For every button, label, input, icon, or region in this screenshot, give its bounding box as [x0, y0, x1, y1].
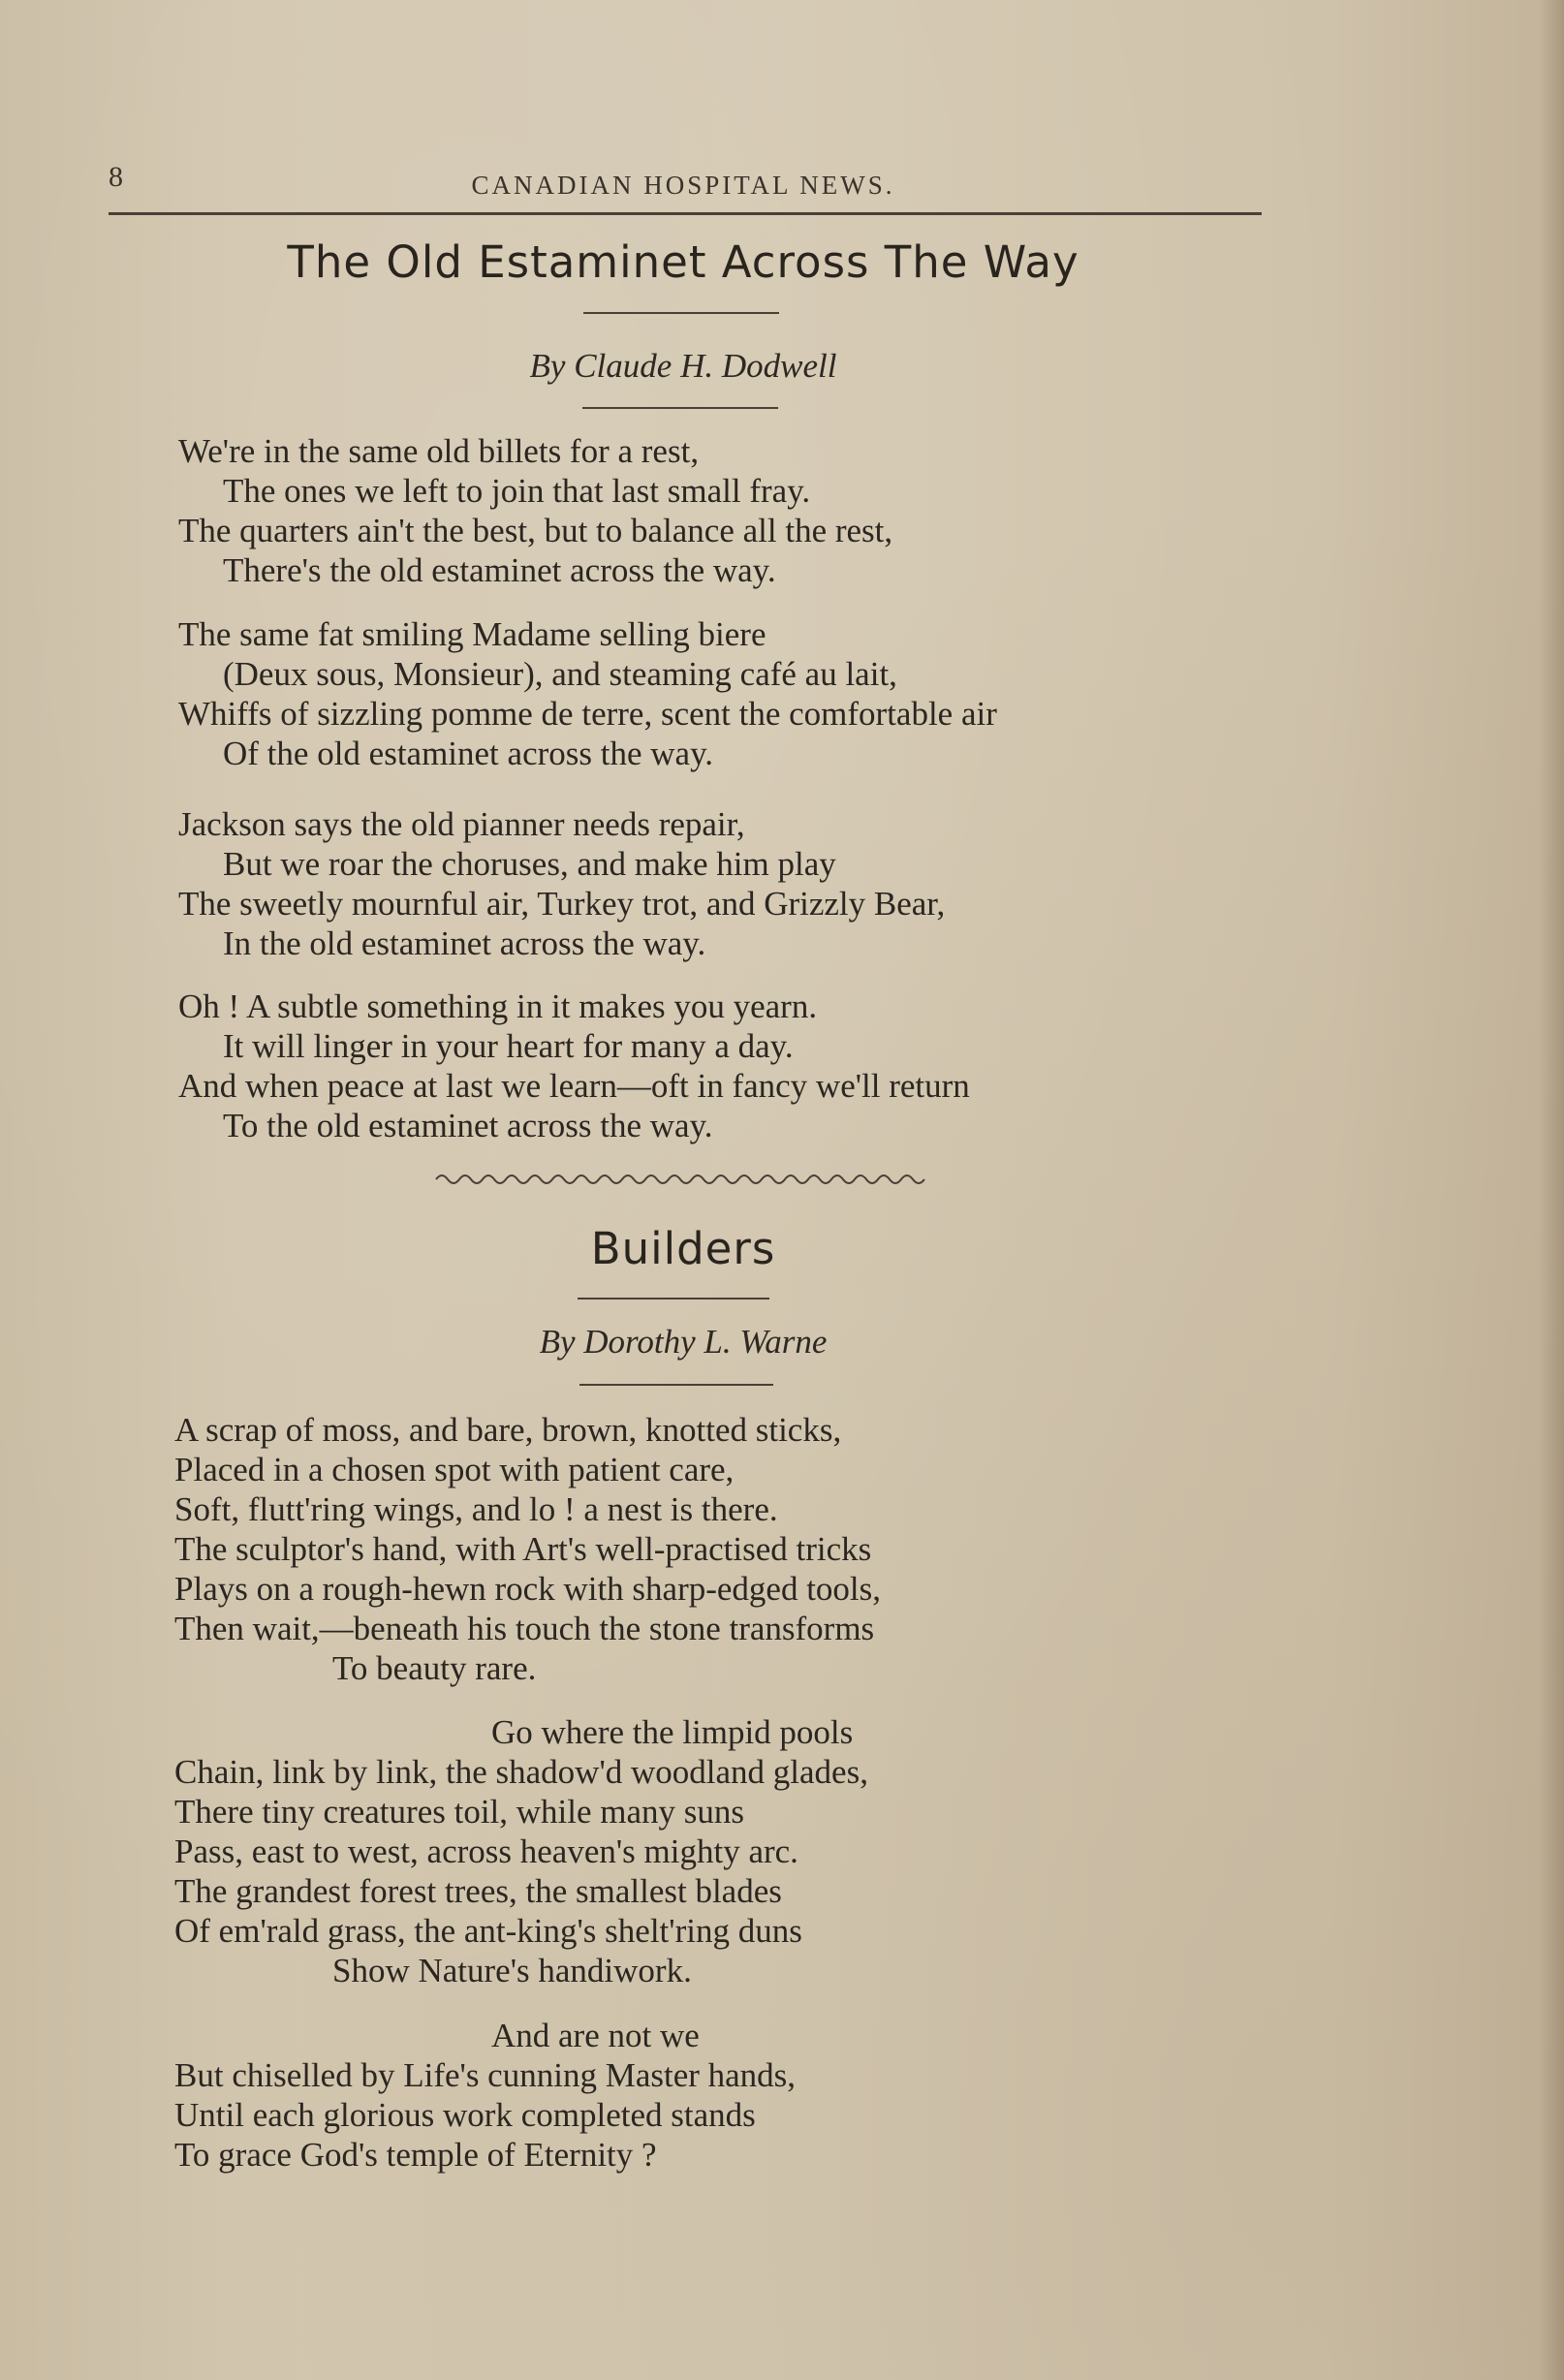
- poem-line: Placed in a chosen spot with patient care,: [174, 1451, 735, 1488]
- poem-line: The ones we left to join that last small fray.: [223, 472, 811, 510]
- poem-line: Soft, flutt'ring wings, and lo ! a nest is there.: [174, 1490, 778, 1528]
- poem-line: Jackson says the old pianner needs repair,: [178, 805, 745, 843]
- stanza: [178, 614, 997, 773]
- header-rule: [109, 212, 1262, 215]
- poem-line: (Deux sous, Monsieur), and steaming café au lait,: [223, 655, 897, 693]
- poem-line: The same fat smiling Madame selling biere: [178, 615, 766, 653]
- poem-line: To grace God's temple of Eternity ?: [174, 2136, 657, 2174]
- poem-line: The quarters ain't the best, but to balance all the rest,: [178, 512, 893, 549]
- poem-line: We're in the same old billets for a rest,: [178, 432, 700, 470]
- poem-line: Go where the limpid pools: [491, 1713, 854, 1751]
- poem-line: To the old estaminet across the way.: [223, 1107, 713, 1144]
- poem-line: The sweetly mournful air, Turkey trot, and Grizzly Bear,: [178, 885, 946, 923]
- poem-line: But we roar the choruses, and make him play: [223, 845, 836, 883]
- poem-line: Until each glorious work completed stands: [174, 2096, 756, 2134]
- poem-line: Of the old estaminet across the way.: [223, 735, 714, 772]
- ornamental-divider: [434, 1168, 928, 1191]
- title-rule: [578, 1298, 769, 1300]
- poem-line: The sculptor's hand, with Art's well-practised tricks: [174, 1530, 872, 1568]
- poem-line: Of em'rald grass, the ant-king's shelt'ring duns: [174, 1912, 802, 1950]
- poem-line: The grandest forest trees, the smallest blades: [174, 1872, 782, 1910]
- poem-line: Plays on a rough-hewn rock with sharp-edged tools,: [174, 1570, 882, 1608]
- page-number: 8: [109, 161, 123, 193]
- poem-line: Chain, link by link, the shadow'd woodland glades,: [174, 1753, 868, 1791]
- poem-title: The Old Estaminet Across The Way: [287, 236, 1079, 288]
- poem-line: There tiny creatures toil, while many suns: [174, 1793, 745, 1831]
- poem-line: And are not we: [491, 2017, 700, 2054]
- poem-line: Show Nature's handiwork.: [332, 1952, 692, 1989]
- poem-line: To beauty rare.: [332, 1649, 537, 1687]
- poem-byline: By Claude H. Dodwell: [529, 347, 837, 385]
- poem-line: Pass, east to west, across heaven's mighty arc.: [174, 1832, 798, 1870]
- stanza: [174, 2016, 796, 2175]
- poem-line: Then wait,—beneath his touch the stone transforms: [174, 1610, 875, 1647]
- poem-line: It will linger in your heart for many a day.: [223, 1027, 794, 1065]
- running-head: CANADIAN HOSPITAL NEWS.: [471, 171, 895, 200]
- stanza: [178, 431, 892, 590]
- poem-line: A scrap of moss, and bare, brown, knotted sticks,: [174, 1411, 842, 1449]
- poem-line: In the old estaminet across the way.: [223, 924, 706, 962]
- poem-title: Builders: [590, 1223, 776, 1274]
- stanza: [178, 986, 970, 1145]
- page-edge-shadow: [1539, 0, 1564, 2380]
- stanza: [174, 1712, 868, 1990]
- poem-line: Whiffs of sizzling pomme de terre, scent the comfortable air: [178, 695, 997, 733]
- poem-line: But chiselled by Life's cunning Master hands,: [174, 2056, 797, 2094]
- byline-rule: [579, 1384, 773, 1386]
- stanza: [174, 1410, 881, 1688]
- poem-line: And when peace at last we learn—oft in fancy we'll return: [178, 1067, 970, 1105]
- poem-line: There's the old estaminet across the way.: [223, 551, 776, 589]
- title-rule: [583, 312, 779, 314]
- byline-rule: [582, 407, 778, 409]
- poem-line: Oh ! A subtle something in it makes you yearn.: [178, 987, 818, 1025]
- poem-byline: By Dorothy L. Warne: [539, 1323, 828, 1361]
- stanza: [178, 804, 945, 963]
